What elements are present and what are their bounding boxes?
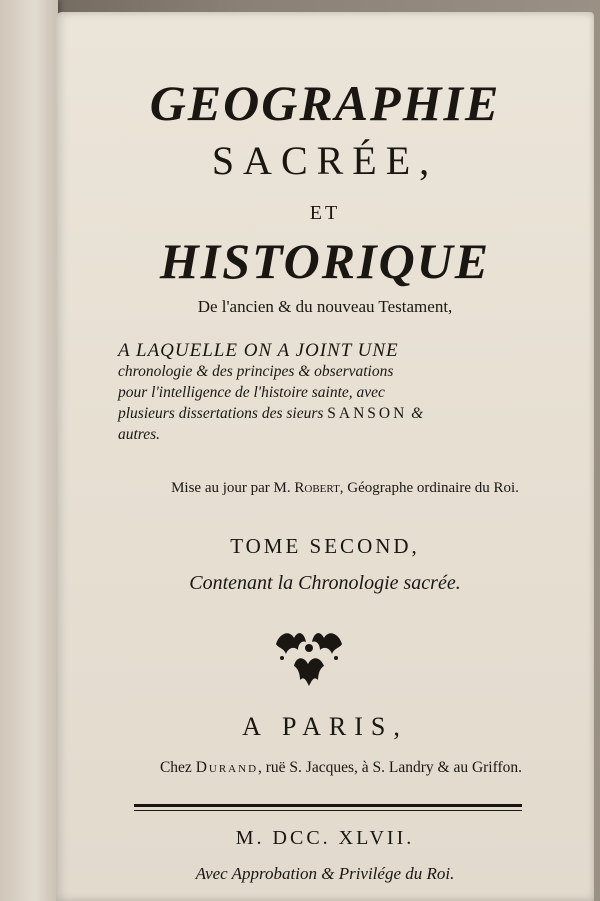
description-paragraph	[118, 340, 538, 445]
description-line	[118, 403, 538, 424]
title-line-historique: HISTORIQUE	[159, 233, 491, 289]
publisher-note	[140, 478, 550, 498]
description-line: autres.	[118, 426, 161, 443]
fleuron-ornament-icon	[268, 624, 350, 692]
title-page	[56, 12, 594, 901]
title-line-geographie: GEOGRAPHIE	[149, 75, 501, 131]
title-line-sacree: SACRÉE,	[211, 138, 439, 183]
author-name-sanson: SANSON	[327, 405, 408, 422]
privilege-note: Avec Approbation & Privilége du Roi.	[195, 864, 455, 883]
description-text: plusieurs dissertations des sieurs	[118, 405, 328, 422]
printer-info	[136, 758, 546, 778]
description-lead: A LAQUELLE ON A JOINT UNE	[118, 340, 399, 361]
subtitle: De l'ancien & du nouveau Testament,	[197, 297, 453, 316]
volume-contents: Contenant la Chronologie sacrée.	[189, 572, 461, 594]
printer-text: , ruë S. Jacques, à S. Landry & au Griffon.	[258, 759, 523, 776]
description-text: &	[407, 405, 424, 422]
editor-name: Robert	[294, 480, 340, 496]
printer-text: Chez	[159, 759, 196, 776]
title-line-et: ET	[309, 202, 341, 224]
volume-label: TOME SECOND,	[230, 534, 420, 558]
place-of-publication: A PARIS,	[242, 712, 408, 741]
book-cover-edge	[0, 0, 58, 901]
description-line: chronologie & des principes & observations	[118, 363, 394, 380]
publication-date: M. DCC. XLVII.	[235, 827, 415, 849]
double-rule-thick	[134, 804, 522, 807]
publisher-note-text: Mise au jour par M.	[171, 480, 295, 496]
double-rule-thin	[134, 810, 522, 811]
description-line: pour l'intelligence de l'histoire sainte, avec	[118, 384, 385, 401]
printer-name: Durand	[195, 759, 259, 776]
publisher-note-text: , Géographe ordinaire du Roi.	[339, 480, 519, 496]
